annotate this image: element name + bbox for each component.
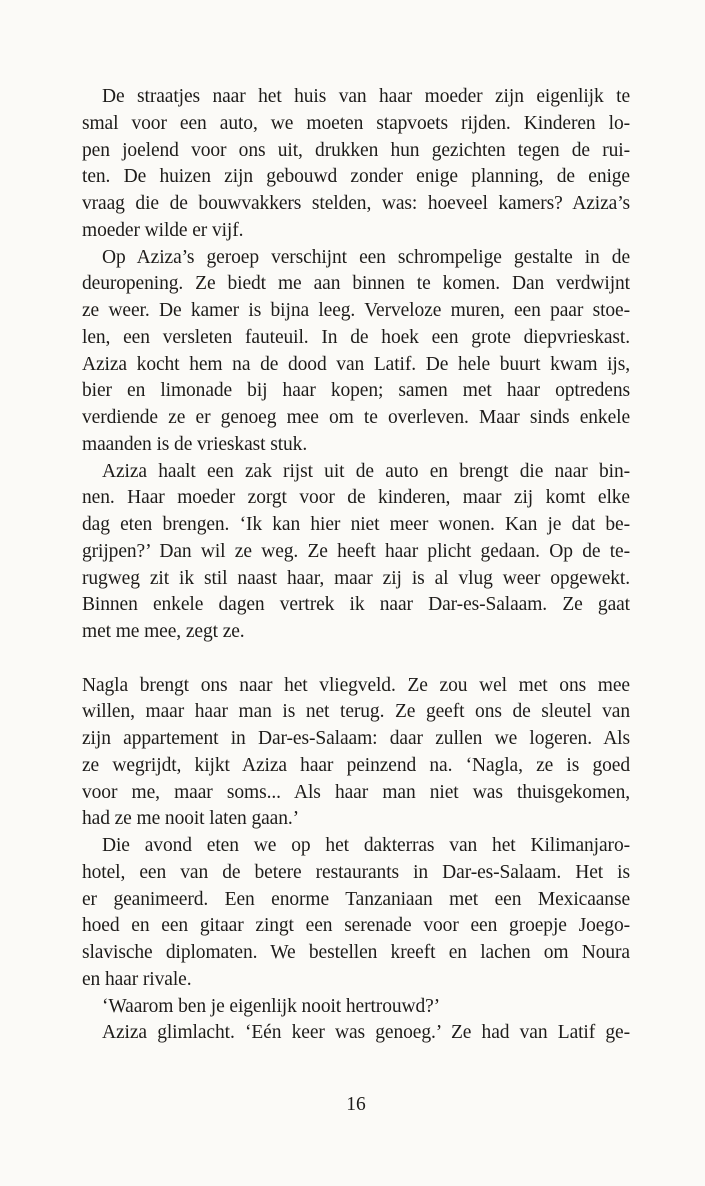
- paragraph: [82, 1020, 630, 1047]
- text-line: bier en limonade bij haar kopen; samen met haar optredens: [82, 380, 630, 402]
- text-line: Die avond eten we op het dakterras van het Kilimanjaro-: [102, 835, 630, 856]
- text-line: len, een versleten fauteuil. In de hoek een grote diepvrieskast.: [82, 326, 630, 348]
- text-line: ten. De huizen zijn gebouwd zonder enige planning, de enige: [82, 166, 630, 188]
- text-line: Op Aziza’s geroep verschijnt een schrompelige gestalte in de: [102, 246, 630, 268]
- text-line: zijn appartement in Dar-es-Salaam: daar zullen we logeren. Als: [82, 728, 630, 749]
- paragraph: [82, 994, 630, 1021]
- text-line: met me mee, zegt ze.: [82, 621, 245, 642]
- paragraph: [82, 84, 630, 245]
- text-line: voor me, maar soms... Als haar man niet was thuisgekomen,: [82, 781, 630, 803]
- text-line: Aziza haalt een zak rijst uit de auto en brengt die naar bin-: [102, 460, 630, 482]
- text-line: had ze me nooit laten gaan.’: [82, 808, 300, 830]
- text-line: hoed en een gitaar zingt een serenade voor een groepje Joego-: [82, 915, 630, 937]
- text-line: ‘Waarom ben je eigenlijk nooit hertrouwd?’: [102, 995, 441, 1017]
- text-line: vraag die de bouwvakkers stelden, was: hoeveel kamers? Aziza’s: [82, 193, 630, 214]
- text-line: Aziza glimlacht. ‘Eén keer was genoeg.’ Ze had van Latif ge-: [102, 1022, 630, 1044]
- paragraph: [82, 459, 630, 646]
- text-line: Binnen enkele dagen vertrek ik naar Dar-es-Salaam. Ze gaat: [82, 594, 630, 616]
- text-line: moeder wilde er vijf.: [82, 219, 244, 241]
- text-line: maanden is de vrieskast stuk.: [82, 433, 308, 455]
- page-number: 16: [346, 1094, 366, 1115]
- text-line: verdiende ze er genoeg mee om te overleven. Maar sinds enkele: [82, 407, 630, 428]
- text-line: rugweg zit ik stil naast haar, maar zij is al vlug weer opgewekt.: [82, 567, 630, 589]
- text-block: [82, 84, 630, 1047]
- text-line: slavische diplomaten. We bestellen kreeft en lachen om Noura: [82, 942, 630, 963]
- text-line: smal voor een auto, we moeten stapvoets rijden. Kinderen lo-: [82, 112, 630, 134]
- paragraph: [82, 833, 630, 994]
- text-line: ze wegrijdt, kijkt Aziza haar peinzend na. ‘Nagla, ze is goed: [82, 754, 630, 776]
- text-line: Nagla brengt ons naar het vliegveld. Ze zou wel met ons mee: [82, 674, 630, 696]
- text-line: hotel, een van de betere restaurants in Dar-es-Salaam. Het is: [82, 861, 630, 883]
- text-line: Aziza kocht hem na de dood van Latif. De hele buurt kwam ijs,: [82, 353, 630, 375]
- text-line: dag eten brengen. ‘Ik kan hier niet meer wonen. Kan je dat be-: [82, 514, 630, 535]
- text-line: nen. Haar moeder zorgt voor de kinderen, maar zij komt elke: [82, 487, 630, 509]
- text-line: De straatjes naar het huis van haar moeder zijn eigenlijk te: [102, 86, 630, 107]
- text-line: deuropening. Ze biedt me aan binnen te komen. Dan verdwijnt: [82, 273, 630, 295]
- paragraph: [82, 245, 630, 459]
- text-line: en haar rivale.: [82, 968, 192, 990]
- text-line: grijpen?’ Dan wil ze weg. Ze heeft haar plicht gedaan. Op de te-: [82, 540, 630, 562]
- paragraph: [82, 673, 630, 834]
- text-line: willen, maar haar man is net terug. Ze geeft ons de sleutel van: [82, 701, 630, 723]
- text-line: er geanimeerd. Een enorme Tanzaniaan met een Mexicaanse: [82, 888, 630, 910]
- text-line: ze weer. De kamer is bijna leeg. Verveloze muren, een paar stoe-: [82, 300, 630, 321]
- text-line: pen joelend voor ons uit, drukken hun gezichten tegen de rui-: [82, 139, 630, 161]
